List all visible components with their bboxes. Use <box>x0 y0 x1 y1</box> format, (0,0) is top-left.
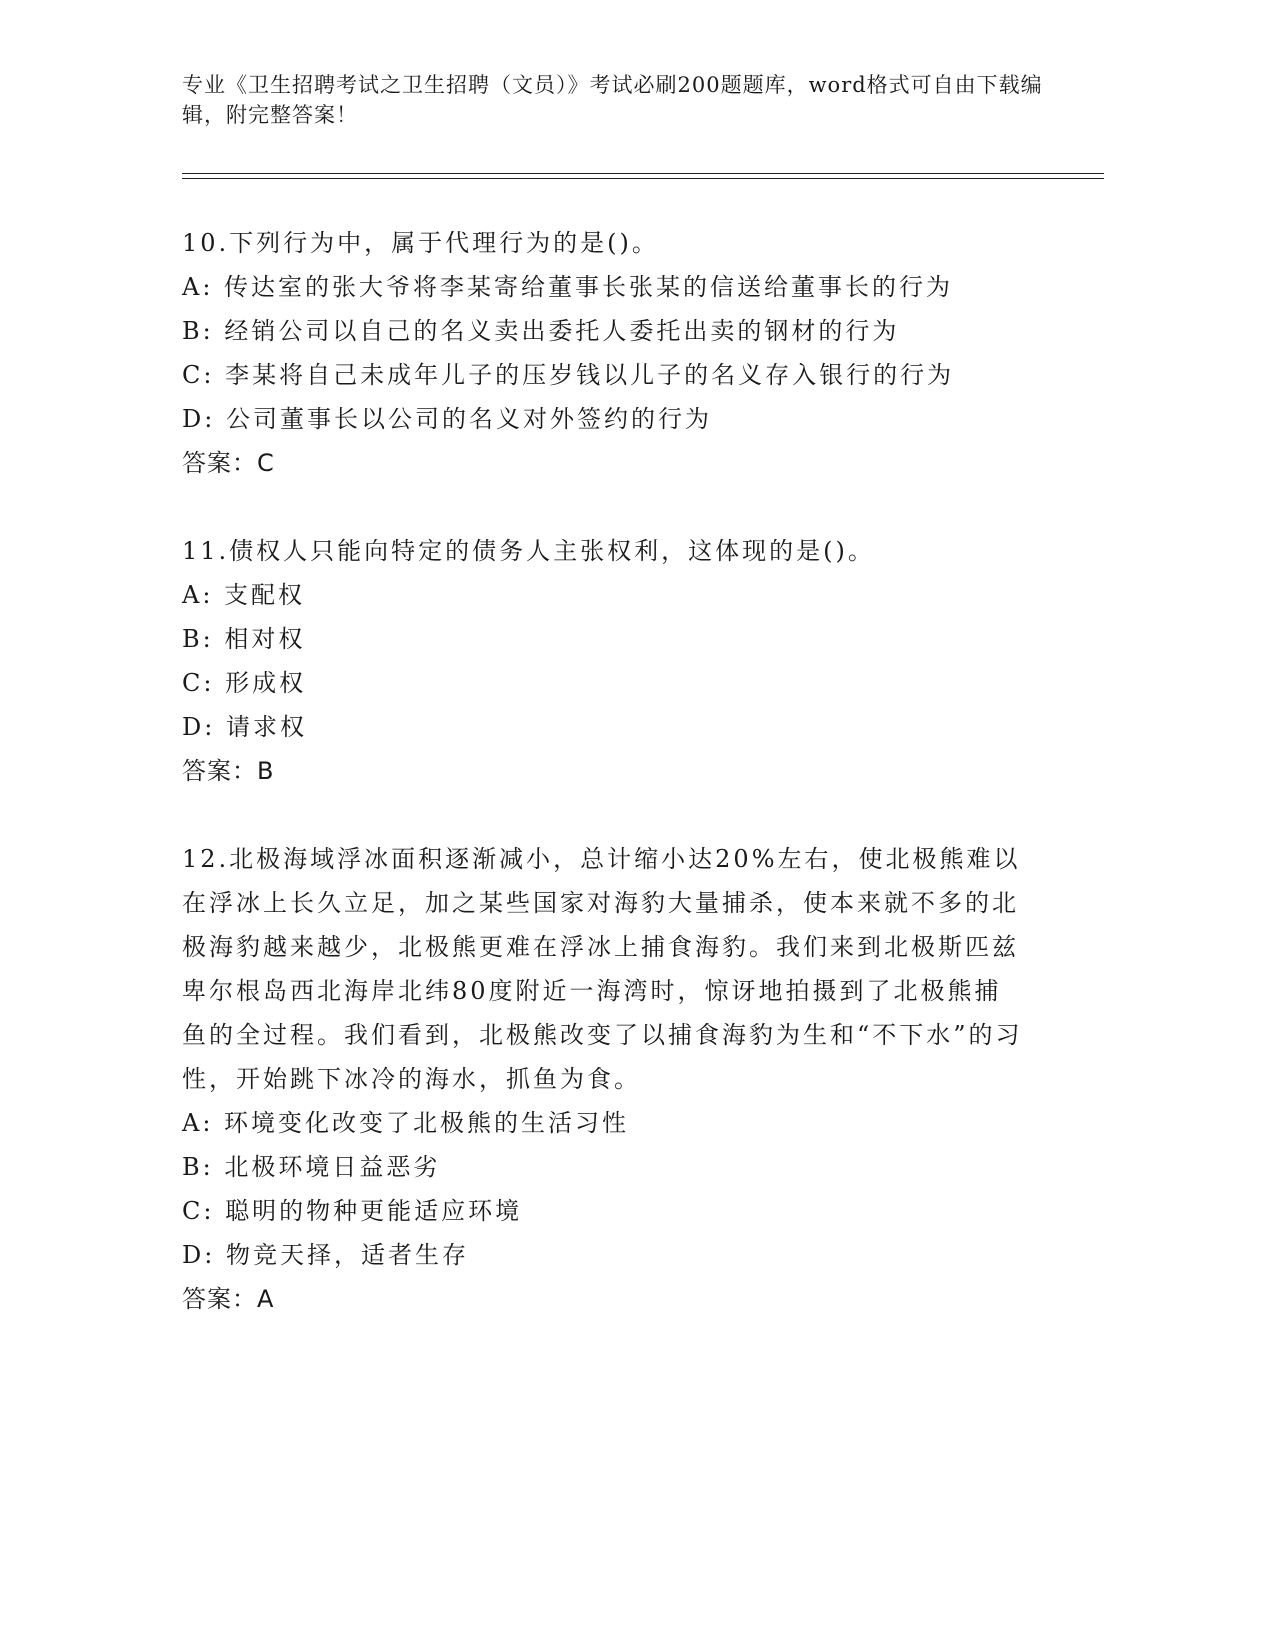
option-d: D: 物竞天择，适者生存 <box>182 1241 469 1269</box>
questions-list <box>182 221 1062 1365</box>
option-b: B: 相对权 <box>182 625 306 653</box>
header-divider-bottom <box>182 178 1104 179</box>
option-d: D: 公司董事长以公司的名义对外签约的行为 <box>182 405 712 433</box>
document-header: 专业《卫生招聘考试之卫生招聘（文员）》考试必刷200题题库，word格式可自由下载编辑，附完整答案！ <box>182 73 1043 127</box>
option-b: B: 经销公司以自己的名义卖出委托人委托出卖的钢材的行为 <box>182 317 900 345</box>
question-stem: 12.北极海域浮冰面积逐渐减小，总计缩小达20%左右，使北极熊难以在浮冰上长久立足，加之某些国家对海豹大量捕杀，使本来就不多的北极海豹越来越少，北极熊更难在浮冰上捕食海豹。我们来到北极斯匹兹卑尔根岛西北海岸北纬80度附近一海湾时，惊讶地拍摄到了北极熊捕鱼的全过程。我们看到，北极熊改变了以捕食海豹为生和“不下水”的习性，开始跳下冰冷的海水，抓鱼为食。 <box>182 845 1023 1093</box>
answer-label: 答案：C <box>182 449 275 477</box>
question-10 <box>182 221 1062 485</box>
option-b: B: 北极环境日益恶劣 <box>182 1153 441 1181</box>
question-12 <box>182 837 1062 1321</box>
option-d: D: 请求权 <box>182 713 307 741</box>
header-divider-top <box>182 173 1104 174</box>
answer-label: 答案：B <box>182 757 275 785</box>
option-a: A: 环境变化改变了北极熊的生活习性 <box>182 1109 630 1137</box>
option-a: A: 传达室的张大爷将李某寄给董事长张某的信送给董事长的行为 <box>182 273 954 301</box>
question-stem: 11.债权人只能向特定的债务人主张权利，这体现的是()。 <box>182 537 875 565</box>
option-c: C: 形成权 <box>182 669 307 697</box>
question-stem: 10.下列行为中，属于代理行为的是()。 <box>182 229 659 257</box>
option-a: A: 支配权 <box>182 581 306 609</box>
question-11 <box>182 529 1062 793</box>
answer-label: 答案：A <box>182 1285 275 1313</box>
option-c: C: 李某将自己未成年儿子的压岁钱以儿子的名义存入银行的行为 <box>182 361 955 389</box>
option-c: C: 聪明的物种更能适应环境 <box>182 1197 523 1225</box>
